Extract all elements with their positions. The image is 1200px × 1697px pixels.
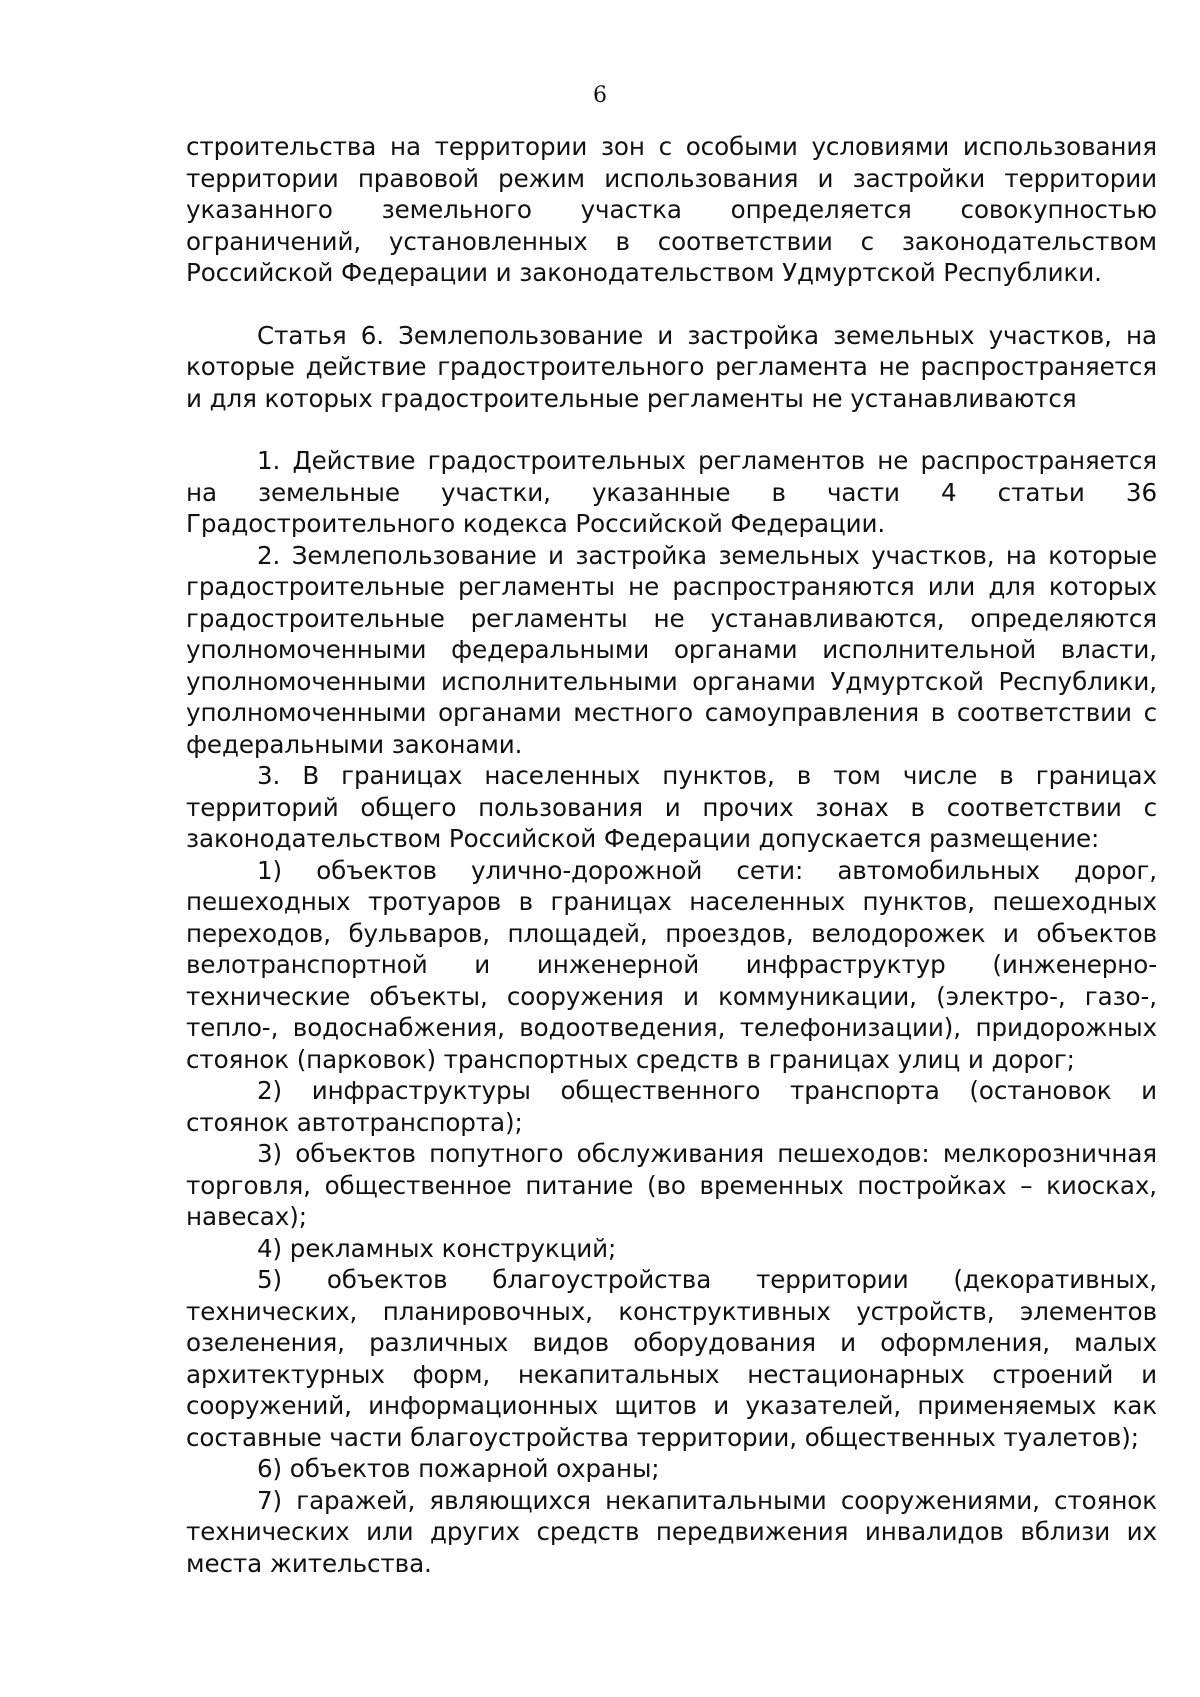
list-item-6: 6) объектов пожарной охраны; [257,1454,660,1483]
document-body [186,131,1157,1579]
list-item-1: 1) объектов улично-дорожной сети: автомобильных дорог, пешеходных тротуаров в границах населенных пунктов, пешеходных переходов, бульваров, площадей, проездов, велодорожек и объектов велотранспортной и инженерной инфраструктур (инженерно-технические объекты, сооружения и коммуникации, (электро-, газо-, тепло-, водоснабжения, водоотведения, телефонизации), придорожных стоянок (парковок) транспортных средств в границах улиц и дорог; [186,855,1157,1074]
paragraph-item-1: 1. Действие градостроительных регламентов не распространяется на земельные участки, указанные в части 4 статьи 36 Градостроительного кодекса Российской Федерации. [186,446,1157,538]
list-item-5: 5) объектов благоустройства территории (декоративных, технических, планировочных, конструктивных устройств, элементов озеленения, различных видов оборудования и оформления, малых архитектурных форм, некапитальных нестационарных строений и сооружений, информационных щитов и указателей, применяемых как составные части благоустройства территории, общественных туалетов); [186,1265,1157,1452]
paragraph-item-3: 3. В границах населенных пунктов, в том числе в границах территорий общего пользования и прочих зонах в соответствии с законодательством Российской Федерации допускается размещение: [186,761,1157,853]
paragraph-continuation: строительства на территории зон с особыми условиями использования территории правовой режим использования и застройки территории указанного земельного участка определяется совокупностью ограничений, установленных в соответствии с законодательством Российской Федерации и законодательством Удмуртской Республики. [186,132,1157,287]
article-heading: Статья 6. Землепользование и застройка земельных участков, на которые действие градостроительного регламента не распространяется и для которых градостроительные регламенты не устанавливаются [186,320,1157,413]
list-item-4: 4) рекламных конструкций; [257,1233,617,1263]
list-item-2: 2) инфраструктуры общественного транспорта (остановок и стоянок автотранспорта); [186,1076,1157,1137]
list-item-7: 7) гаражей, являющихся некапитальными сооружениями, стоянок технических или других средств передвижения инвалидов вблизи их места жительства. [186,1485,1157,1578]
page-number: 6 [593,83,607,108]
list-item-3: 3) объектов попутного обслуживания пешеходов: мелкорозничная торговля, общественное питание (во временных постройках – киосках, навесах); [186,1139,1157,1231]
paragraph-item-2: 2. Землепользование и застройка земельных участков, на которые градостроительные регламенты не распространяются или для которых градостроительные регламенты не устанавливаются, определяются уполномоченными федеральными органами исполнительной власти, уполномоченными исполнительными органами Удмуртской Республики, уполномоченными органами местного самоуправления в соответствии с федеральными законами. [186,540,1157,759]
